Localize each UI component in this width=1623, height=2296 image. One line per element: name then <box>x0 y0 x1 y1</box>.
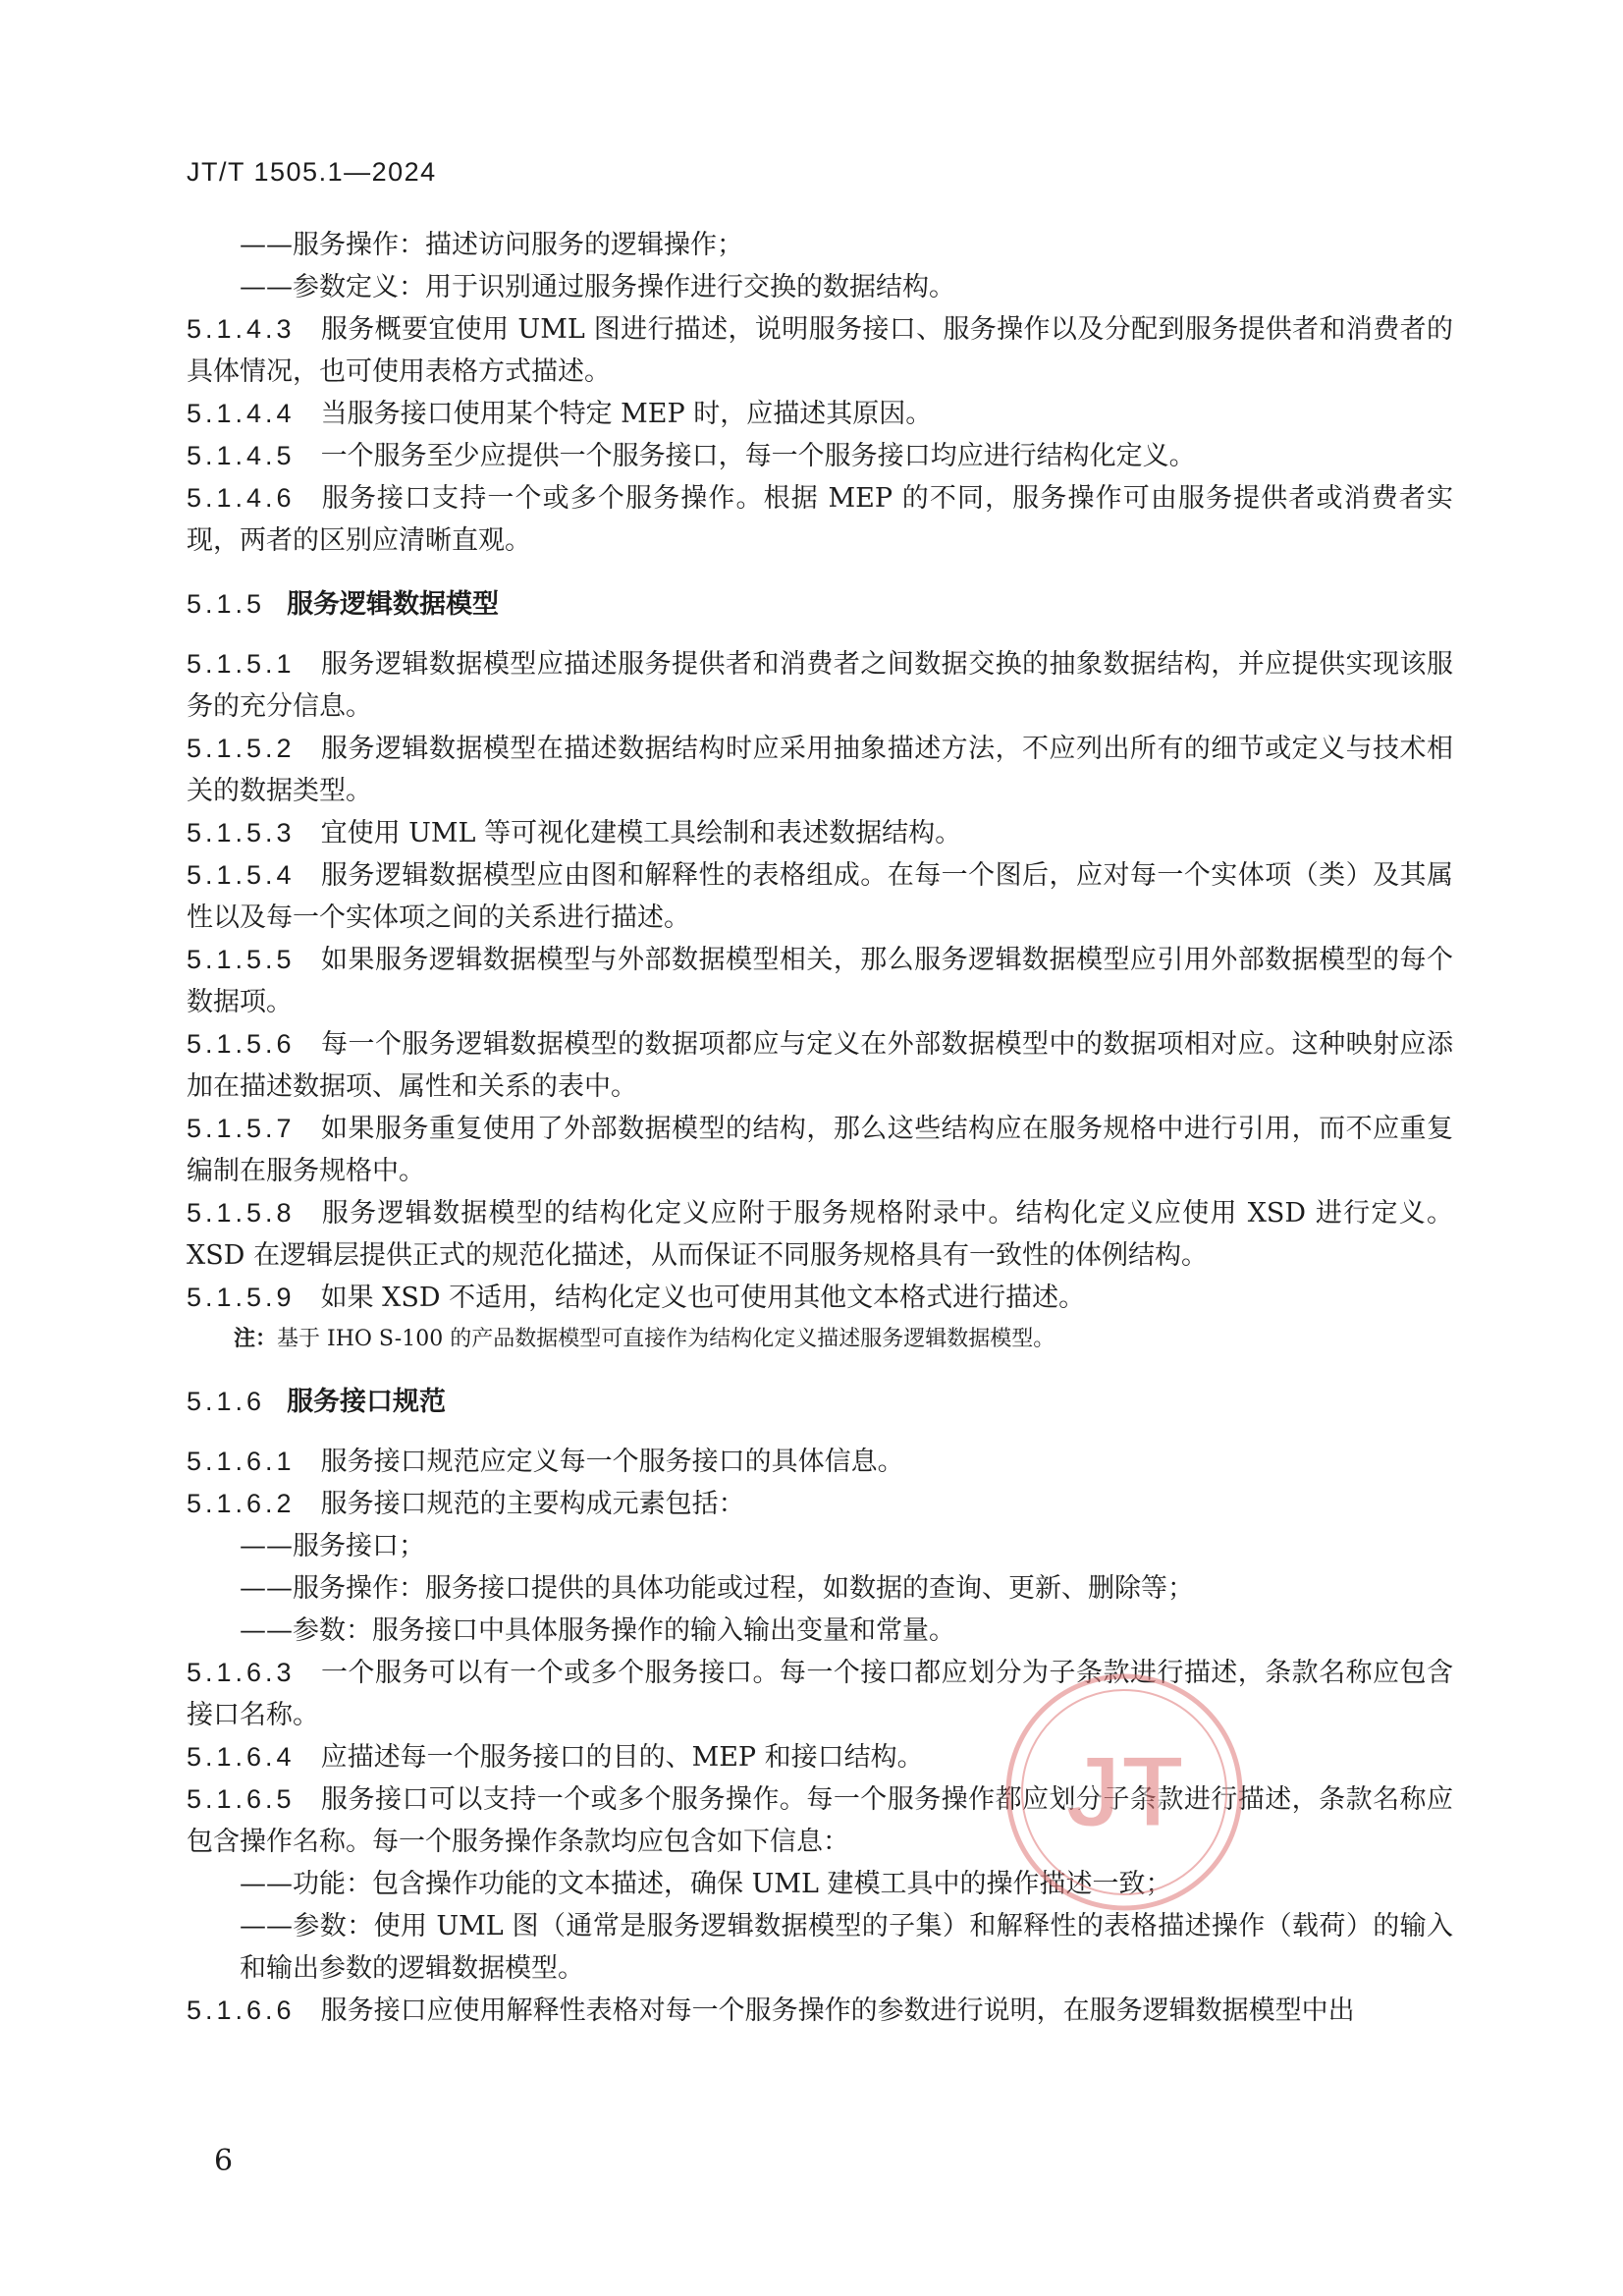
jt-watermark-stamp <box>1001 1669 1247 1915</box>
list-item-text: ——服务操作：描述访问服务的逻辑操作； <box>240 230 743 260</box>
clause-text: 应描述每一个服务接口的目的、MEP 和接口结构。 <box>320 1742 924 1773</box>
clause-number: 5.1.5.7 <box>187 1114 296 1143</box>
clause-text: 一个服务至少应提供一个服务接口，每一个服务接口均应进行结构化定义。 <box>320 441 1196 471</box>
clause-number: 5.1.5.3 <box>187 818 296 847</box>
list-item-text: ——参数定义：用于识别通过服务操作进行交换的数据结构。 <box>240 272 955 302</box>
list-item-text: ——服务操作：服务接口提供的具体功能或过程，如数据的查询、更新、删除等； <box>240 1573 1194 1604</box>
clause-number: 5.1.5.4 <box>187 860 296 890</box>
clause-paragraph <box>187 939 1453 1023</box>
list-item-text: ——参数：使用 UML 图（通常是服务逻辑数据模型的子集）和解释性的表格描述操作（载荷）的输入和输出参数的逻辑数据模型。 <box>240 1911 1453 1984</box>
clause-number: 5.1.5.9 <box>187 1283 296 1312</box>
clause-paragraph <box>187 1990 1453 2032</box>
section-heading <box>187 1381 1453 1423</box>
list-item-text: ——功能：包含操作功能的文本描述，确保 UML 建模工具中的操作描述一致； <box>240 1869 1172 1899</box>
note-text: 基于 IHO S-100 的产品数据模型可直接作为结构化定义描述服务逻辑数据模型。 <box>277 1327 1055 1351</box>
clause-text: 如果 XSD 不适用，结构化定义也可使用其他文本格式进行描述。 <box>320 1283 1086 1313</box>
clause-number: 5.1.6.2 <box>187 1489 296 1518</box>
dash-list-item <box>187 1567 1453 1610</box>
clause-paragraph <box>187 1277 1453 1319</box>
list-item-text: ——服务接口； <box>240 1531 425 1561</box>
note <box>187 1319 1453 1359</box>
note-label: 注： <box>234 1326 278 1351</box>
clause-number: 5.1.4.4 <box>187 399 296 428</box>
clause-text: 服务接口规范应定义每一个服务接口的具体信息。 <box>320 1447 904 1477</box>
clause-paragraph <box>187 812 1453 854</box>
clause-paragraph <box>187 393 1453 435</box>
dash-list-item <box>187 1863 1453 1905</box>
section-heading <box>187 583 1453 626</box>
clause-number: 5.1.5.1 <box>187 649 296 679</box>
clause-text: 服务接口应使用解释性表格对每一个服务操作的参数进行说明，在服务逻辑数据模型中出 <box>320 1995 1355 2026</box>
clause-text: 如果服务逻辑数据模型与外部数据模型相关，那么服务逻辑数据模型应引用外部数据模型的每个数据项。 <box>187 945 1453 1017</box>
dash-list-item <box>187 1610 1453 1652</box>
clause-text: 服务接口支持一个或多个服务操作。根据 MEP 的不同，服务操作可由服务提供者或消费者实现，两者的区别应清晰直观。 <box>187 483 1453 556</box>
clause-text: 服务逻辑数据模型在描述数据结构时应采用抽象描述方法，不应列出所有的细节或定义与技术相关的数据类型。 <box>187 734 1453 806</box>
clause-paragraph <box>187 1778 1453 1863</box>
clause-text: 如果服务重复使用了外部数据模型的结构，那么这些结构应在服务规格中进行引用，而不应重复编制在服务规格中。 <box>187 1114 1453 1186</box>
clause-paragraph <box>187 435 1453 477</box>
clause-paragraph <box>187 1736 1453 1778</box>
clause-number: 5.1.4.5 <box>187 441 296 470</box>
clause-text: 每一个服务逻辑数据模型的数据项都应与定义在外部数据模型中的数据项相对应。这种映射应添加在描述数据项、属性和关系的表中。 <box>187 1029 1453 1102</box>
stamp-letters: JT <box>1064 1735 1184 1849</box>
clause-number: 5.1.6.1 <box>187 1447 296 1476</box>
section-title: 服务接口规范 <box>287 1387 447 1417</box>
clause-paragraph <box>187 1441 1453 1483</box>
page-number: 6 <box>214 2144 234 2178</box>
clause-paragraph <box>187 728 1453 812</box>
clause-number: 5.1.6.5 <box>187 1784 296 1814</box>
dash-list-item <box>187 266 1453 308</box>
dash-list-item <box>187 1905 1453 1990</box>
clause-paragraph <box>187 643 1453 728</box>
clause-paragraph <box>187 1652 1453 1736</box>
clause-text: 服务接口可以支持一个或多个服务操作。每一个服务操作都应划分子条款进行描述，条款名称应包含操作名称。每一个服务操作条款均应包含如下信息： <box>187 1784 1453 1857</box>
clause-number: 5.1.5.5 <box>187 945 296 974</box>
clause-text: 服务概要宜使用 UML 图进行描述，说明服务接口、服务操作以及分配到服务提供者和消费者的具体情况，也可使用表格方式描述。 <box>187 314 1453 387</box>
section-title: 服务逻辑数据模型 <box>287 589 500 620</box>
clause-number: 5.1.6.4 <box>187 1742 296 1772</box>
section-number: 5.1.5 <box>187 589 266 619</box>
dash-list-item <box>187 224 1453 266</box>
clause-text: 一个服务可以有一个或多个服务接口。每一个接口都应划分为子条款进行描述，条款名称应包含接口名称。 <box>187 1658 1453 1730</box>
document-code: JT/T 1505.1—2024 <box>187 157 437 187</box>
list-item-text: ——参数：服务接口中具体服务操作的输入输出变量和常量。 <box>240 1615 955 1646</box>
clause-paragraph <box>187 1483 1453 1525</box>
clause-paragraph <box>187 1023 1453 1108</box>
clause-text: 服务逻辑数据模型的结构化定义应附于服务规格附录中。结构化定义应使用 XSD 进行定义。XSD 在逻辑层提供正式的规范化描述，从而保证不同服务规格具有一致性的体例结构。 <box>187 1198 1453 1271</box>
clause-number: 5.1.4.6 <box>187 483 296 513</box>
clause-number: 5.1.5.2 <box>187 734 296 763</box>
dash-list-item <box>187 1525 1453 1567</box>
clause-text: 服务逻辑数据模型应描述服务提供者和消费者之间数据交换的抽象数据结构，并应提供实现该服务的充分信息。 <box>187 649 1453 722</box>
clause-paragraph <box>187 854 1453 939</box>
section-number: 5.1.6 <box>187 1387 266 1416</box>
clause-number: 5.1.4.3 <box>187 314 296 344</box>
clause-number: 5.1.5.6 <box>187 1029 296 1059</box>
document-body <box>187 224 1453 2032</box>
clause-text: 服务逻辑数据模型应由图和解释性的表格组成。在每一个图后，应对每一个实体项（类）及其属性以及每一个实体项之间的关系进行描述。 <box>187 860 1453 933</box>
clause-paragraph <box>187 477 1453 562</box>
clause-text: 当服务接口使用某个特定 MEP 时，应描述其原因。 <box>320 399 933 429</box>
clause-paragraph <box>187 1192 1453 1277</box>
clause-text: 宜使用 UML 等可视化建模工具绘制和表述数据结构。 <box>320 818 962 848</box>
clause-paragraph <box>187 1108 1453 1192</box>
clause-number: 5.1.6.6 <box>187 1995 296 2025</box>
clause-text: 服务接口规范的主要构成元素包括： <box>320 1489 745 1519</box>
clause-paragraph <box>187 308 1453 393</box>
clause-number: 5.1.6.3 <box>187 1658 296 1687</box>
clause-number: 5.1.5.8 <box>187 1198 296 1228</box>
